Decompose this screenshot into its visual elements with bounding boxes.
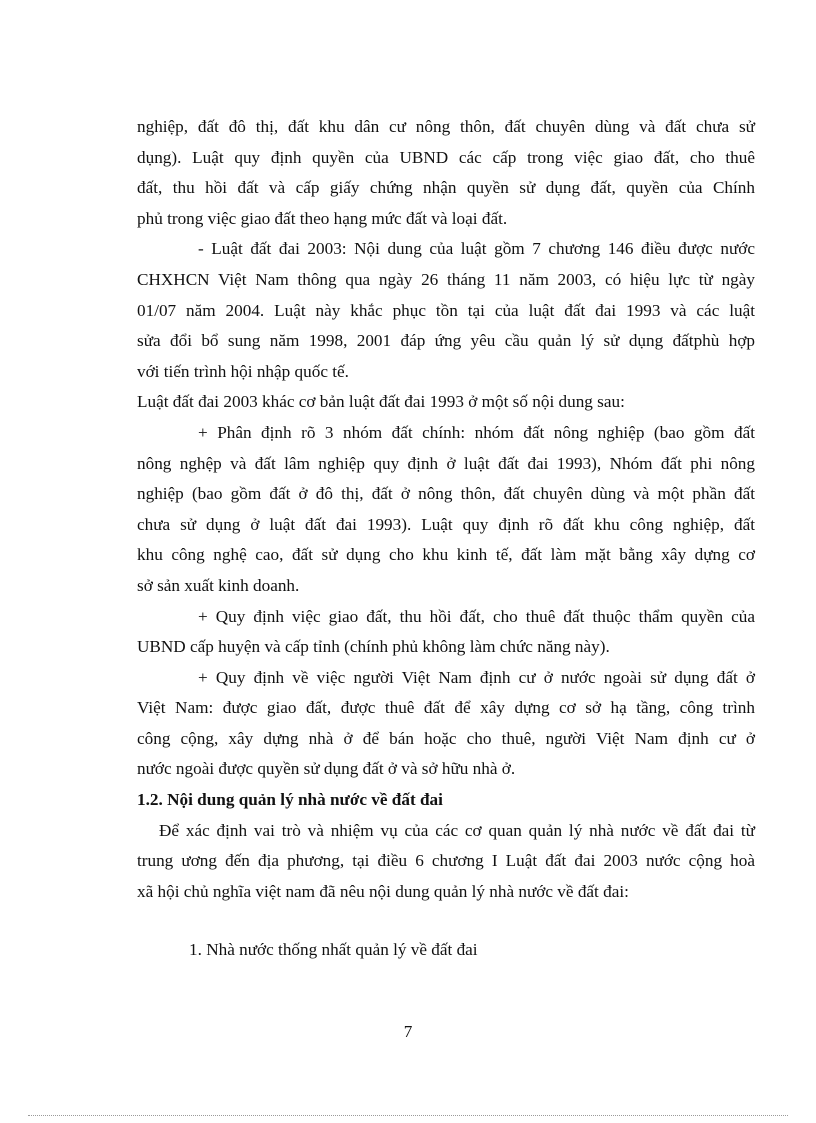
text-line: 01/07 năm 2004. Luật này khắc phục tồn tại của luật đất đai 1993 và các luật <box>137 300 755 320</box>
text-line: - Luật đất đai 2003: Nội dung của luật gồm 7 chương 146 điều được nước <box>198 239 755 259</box>
text-line: Luật đất đai 2003 khác cơ bản luật đất đai 1993 ở một số nội dung sau: <box>137 392 625 412</box>
spacer <box>137 907 755 935</box>
text-line: dụng). Luật quy định quyền của UBND các cấp trong việc giao đất, cho thuê <box>137 147 755 167</box>
document-body <box>137 112 755 966</box>
text-line: + Phân định rõ 3 nhóm đất chính: nhóm đất nông nghiệp (bao gồm đất <box>198 422 755 442</box>
text-line: sở sản xuất kinh doanh. <box>137 575 300 595</box>
page-bottom-divider <box>28 1115 788 1116</box>
text-line: nghiệp (bao gồm đất ở đô thị, đất ở nông thôn, đất chuyên dùng và một phần đất <box>137 484 755 504</box>
paragraph-block <box>137 112 755 785</box>
text-line: + Quy định về việc người Việt Nam định cư ở nước ngoài sử dụng đất ở <box>198 667 755 687</box>
list-item: 1. Nhà nước thống nhất quản lý về đất đai <box>189 940 478 960</box>
text-line: sửa đổi bổ sung năm 1998, 2001 đáp ứng yêu cầu quản lý sử dụng đấtphù hợp <box>137 331 755 351</box>
section-heading: 1.2. Nội dung quản lý nhà nước về đất đai <box>137 790 443 810</box>
text-line: chưa sử dụng ở luật đất đai 1993). Luật quy định rõ đất khu công nghiệp, đất <box>137 514 755 534</box>
text-line: với tiến trình hội nhập quốc tế. <box>137 361 349 381</box>
text-line: phủ trong việc giao đất theo hạng mức đất và loại đất. <box>137 208 508 228</box>
page-number: 7 <box>403 1022 413 1041</box>
text-line: xã hội chủ nghĩa việt nam đã nêu nội dung quản lý nhà nước về đất đai: <box>137 881 629 901</box>
text-line: nghiệp, đất đô thị, đất khu dân cư nông thôn, đất chuyên dùng và đất chưa sử <box>137 117 755 136</box>
text-line: đất, thu hồi đất và cấp giấy chứng nhận quyền sử dụng đất, quyền của Chính <box>137 178 755 198</box>
text-line: Việt Nam: được giao đất, được thuê đất để xây dựng cơ sở hạ tầng, công trình <box>137 698 755 718</box>
text-line: CHXHCN Việt Nam thông qua ngày 26 tháng 11 năm 2003, có hiệu lực từ ngày <box>137 269 755 289</box>
text-line: nước ngoài được quyền sử dụng đất ở và sở hữu nhà ở. <box>137 759 516 779</box>
text-line: nông nghệp và đất lâm nghiệp quy định ở luật đất đai 1993), Nhóm đất phi nông <box>137 453 755 473</box>
text-line: + Quy định việc giao đất, thu hồi đất, cho thuê đất thuộc thẩm quyền của <box>198 606 755 626</box>
text-line: Để xác định vai trò và nhiệm vụ của các cơ quan quản lý nhà nước về đất đai từ <box>159 820 755 840</box>
section-paragraph <box>137 816 755 908</box>
text-line: trung ương đến địa phương, tại điều 6 chương I Luật đất đai 2003 nước cộng hoà <box>137 851 755 871</box>
text-line: UBND cấp huyện và cấp tỉnh (chính phủ không làm chức năng này). <box>137 637 610 657</box>
text-line: khu công nghệ cao, đất sử dụng cho khu kinh tế, đất làm mặt bằng xây dựng cơ <box>137 545 755 565</box>
text-line: công cộng, xây dựng nhà ở để bán hoặc cho thuê, người Việt Nam định cư ở <box>137 728 755 748</box>
